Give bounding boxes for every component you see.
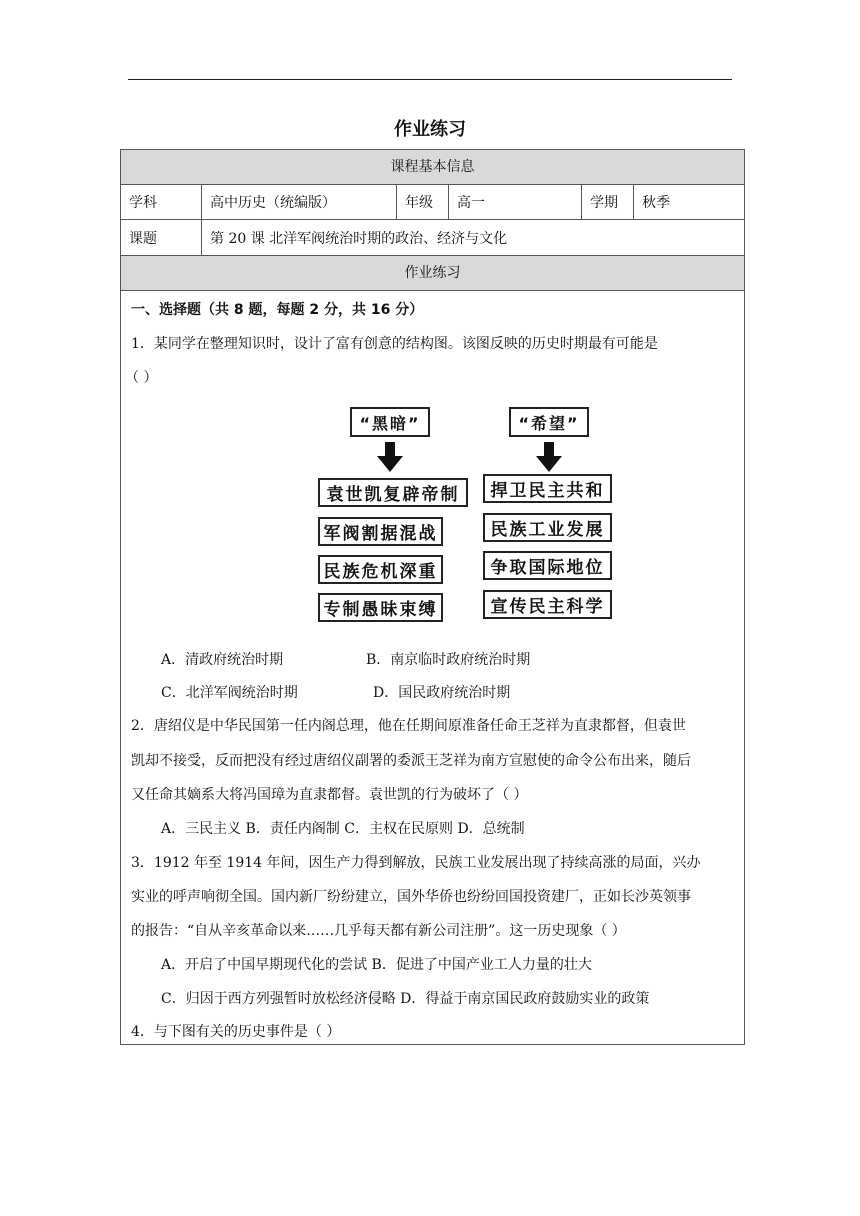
term-value: 秋季 bbox=[633, 185, 744, 219]
header-rule bbox=[128, 79, 732, 80]
q2-line3: 又任命其嫡系大将冯国璋为直隶都督。袁世凯的行为破坏了（ ） bbox=[131, 787, 528, 803]
dark-item-1: 袁世凯复辟帝制 bbox=[318, 478, 468, 507]
q3-line3: 的报告：“自从辛亥革命以来……几乎每天都有新公司注册”。这一历史现象（ ） bbox=[131, 923, 626, 939]
q1-stem-line2: （ ） bbox=[125, 370, 158, 386]
tag-hope: “希望” bbox=[509, 407, 589, 437]
document-title: 作业练习 bbox=[394, 119, 466, 140]
homework-table bbox=[120, 149, 745, 1045]
subject-value: 高中历史（统编版） bbox=[201, 185, 396, 219]
dark-item-2: 军阀割据混战 bbox=[318, 517, 443, 546]
hope-item-1: 捍卫民主共和 bbox=[483, 474, 612, 503]
q2-line1: 2．唐绍仪是中华民国第一任内阁总理，他在任期间原准备任命王芝祥为直隶都督，但袁世 bbox=[131, 718, 686, 734]
subject-label: 学科 bbox=[129, 195, 157, 211]
q1-stem-line1: 1．某同学在整理知识时，设计了富有创意的结构图。该图反映的历史时期最有可能是 bbox=[131, 336, 658, 352]
q1-option-a: A．清政府统治时期 bbox=[161, 652, 284, 668]
course-info-header-text: 课程基本信息 bbox=[390, 159, 475, 175]
q2-options: A．三民主义 B．责任内阁制 C．主权在民原则 D．总统制 bbox=[161, 821, 525, 837]
term-label: 学期 bbox=[581, 185, 633, 219]
q2-line2: 凯却不接受，反而把没有经过唐绍仪副署的委派王芝祥为南方宣慰使的命令公布出来，随后 bbox=[131, 753, 691, 769]
hope-item-3: 争取国际地位 bbox=[483, 551, 612, 580]
q3-options-ab: A．开启了中国早期现代化的尝试 B．促进了中国产业工人力量的壮大 bbox=[161, 957, 592, 973]
course-info-header bbox=[121, 150, 744, 185]
practice-header-text: 作业练习 bbox=[404, 265, 461, 281]
q1-option-d: D．国民政府统治时期 bbox=[373, 685, 511, 701]
down-arrow-icon bbox=[377, 442, 403, 472]
practice-header bbox=[121, 256, 744, 291]
grade-value: 高一 bbox=[448, 185, 581, 219]
hope-item-2: 民族工业发展 bbox=[483, 513, 612, 542]
down-arrow-icon bbox=[536, 442, 562, 472]
grade-label: 年级 bbox=[396, 185, 448, 219]
dark-item-4: 专制愚昧束缚 bbox=[318, 593, 443, 622]
tag-dark: “黑暗” bbox=[350, 407, 430, 437]
dark-item-3: 民族危机深重 bbox=[318, 555, 443, 584]
q3-line1: 3．1912 年至 1914 年间，因生产力得到解放，民族工业发展出现了持续高涨的局面，兴办 bbox=[131, 855, 701, 871]
q1-option-c: C．北洋军阀统治时期 bbox=[161, 685, 298, 701]
hope-item-4: 宣传民主科学 bbox=[483, 590, 612, 619]
q4-line1: 4．与下图有关的历史事件是（ ） bbox=[131, 1024, 341, 1040]
q3-options-cd: C．归因于西方列强暂时放松经济侵略 D．得益于南京国民政府鼓励实业的政策 bbox=[161, 991, 650, 1007]
topic-value: 第 20 课 北洋军阀统治时期的政治、经济与文化 bbox=[201, 220, 744, 255]
q3-line2: 实业的呼声响彻全国。国内新厂纷纷建立，国外华侨也纷纷回国投资建厂，正如长沙英领事 bbox=[131, 889, 691, 905]
questions-area bbox=[121, 291, 744, 1044]
topic-label: 课题 bbox=[129, 230, 157, 247]
q1-option-b: B．南京临时政府统治时期 bbox=[366, 652, 531, 668]
topic-row bbox=[121, 220, 744, 256]
section-title: 一、选择题（共 8 题，每题 2 分，共 16 分） bbox=[131, 302, 424, 318]
subject-row bbox=[121, 185, 744, 220]
